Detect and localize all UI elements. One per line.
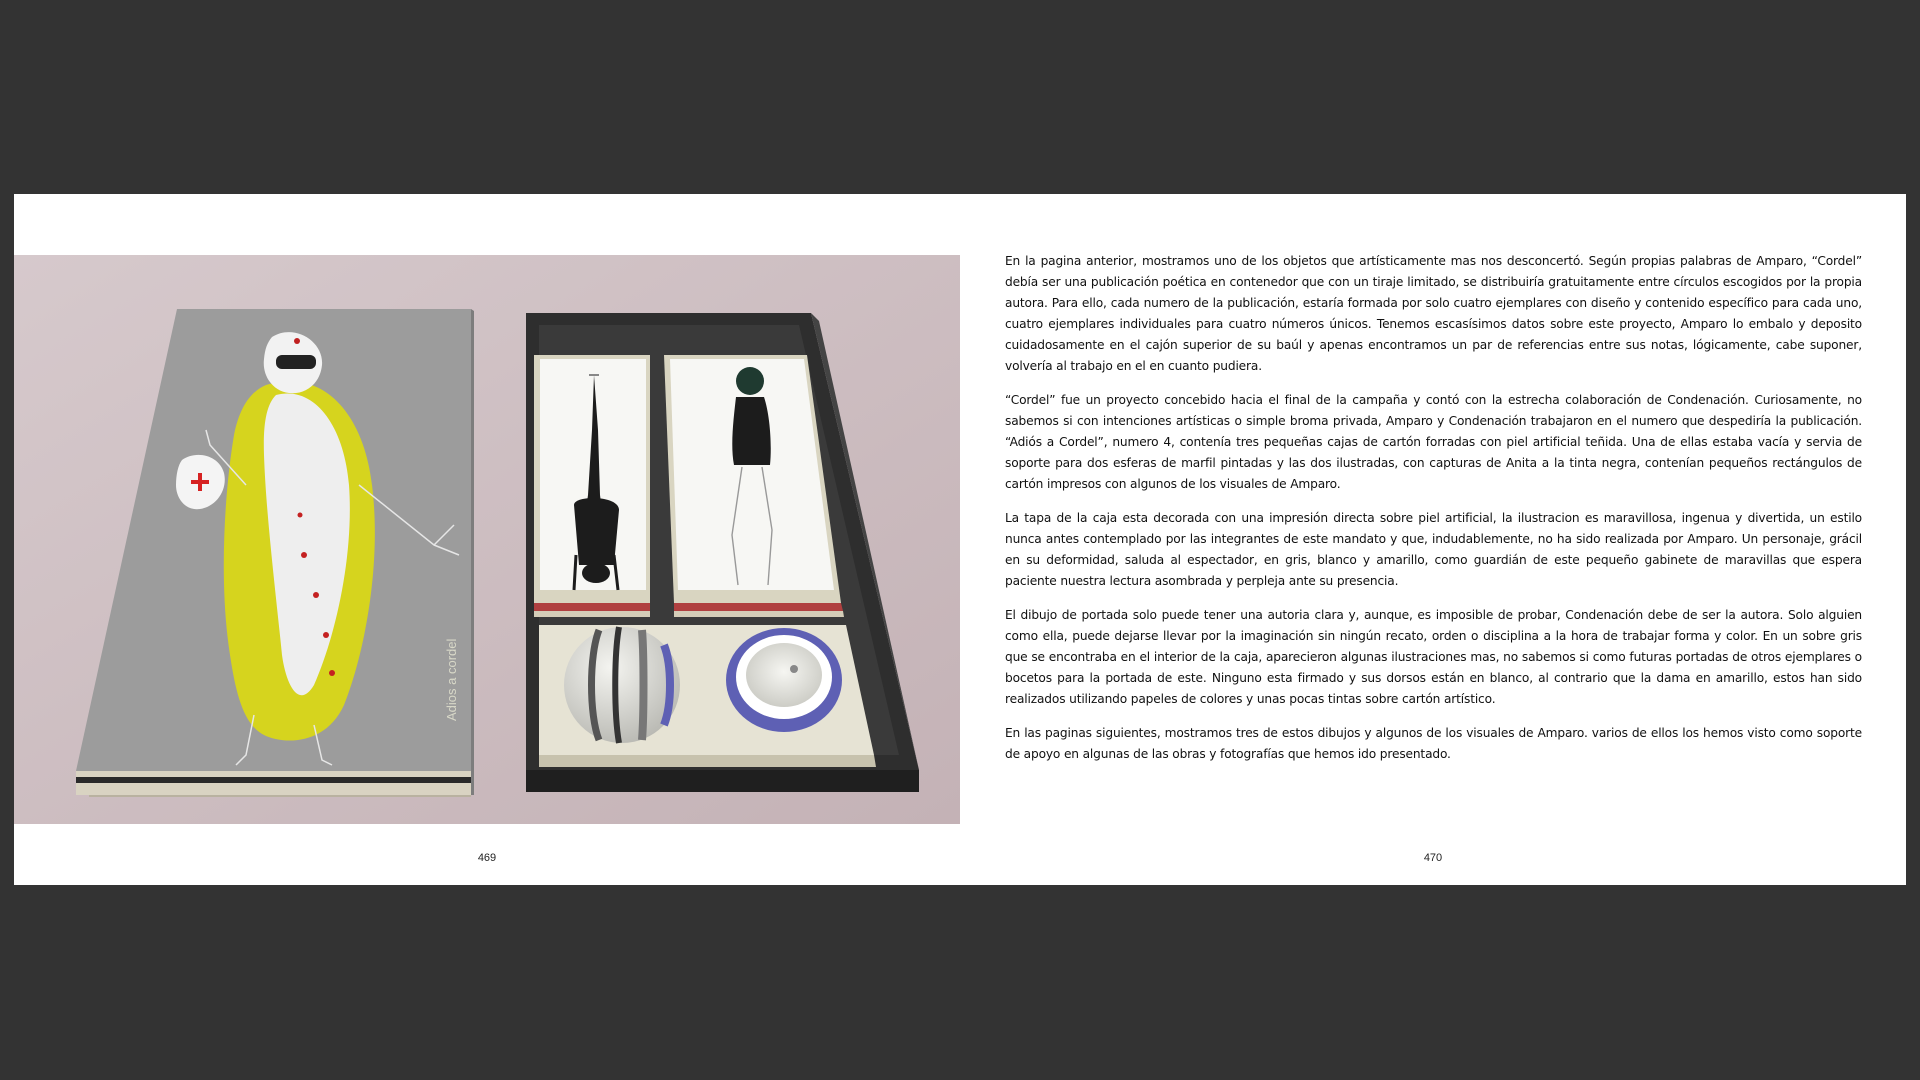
striped-sphere xyxy=(564,627,680,743)
paragraph: En las paginas siguientes, mostramos tres de estos dibujos y algunos de los visuales de Amparo. varios de ellos los hemos visto como soporte de apoyo en algunas de las obras y fotografías que hemos ido presentado. xyxy=(1005,726,1862,761)
left-page xyxy=(14,194,960,885)
paragraph: La tapa de la caja esta decorada con una impresión directa sobre piel artificial, la ilustracion es maravillosa, ingenua y divertida, un estilo nunca antes contemplado por las integrantes de este mandato y que, indudablemente, no ha sido realizada por Amparo. Un personaje, grácil en su deformidad, saluda al espectador, en gris, blanco y amarillo, como guardián de este pequeño gabinete de maravillas que espera paciente nuestra lectura asombrada y perpleja ante su presencia. xyxy=(1005,511,1862,588)
inner-box-handstand xyxy=(534,355,650,617)
paragraph: “Cordel” fue un proyecto concebido hacia el final de la campaña y contó con la estrecha colaboración de Condenación. Curiosamente, no sabemos si con intenciones artísticas o simple broma privada, Amparo y Condenación trabajaron en el numero que despediría la publicación. “Adiós a Cordel”, numero 4, contenía tres pequeñas cajas de cartón forradas con piel artificial teñida. Una de ellas estaba vacía y servia de soporte para dos esferas de marfil pintadas y las dos ilustradas, con capturas de Anita a la tinta negra, contenían pequeños rectángulos de cartón impresos con algunos de los visuales de Amparo. xyxy=(1005,393,1862,491)
book-spread xyxy=(14,194,1906,885)
page-number-right: 470 xyxy=(1423,852,1443,864)
ball-tray xyxy=(539,625,876,767)
article-text xyxy=(1005,251,1862,778)
ring-sphere xyxy=(726,628,842,732)
paragraph: En la pagina anterior, mostramos uno de los objetos que artísticamente mas nos desconcertó. Según propias palabras de Amparo, “Cordel” debía ser una publicación poética en contenedor que con un tiraje limitado, se distribuiría gratuitamente entre círculos escogidos por la propia autora. Para ello, cada numero de la publicación, estaría formada por solo cuatro ejemplares con diseño y contenido específico para cada uno, cuatro ejemplares individuales para cuatro números únicos. Tenemos escasísimos datos sobre este proyecto, Amparo lo embalo y deposito cuidadosamente en el cajón superior de su baúl y apenas encontramos un par de referencias entre sus notas, lógicamente, cabe suponer, volvería al trabajo en el en cuanto pudiera. xyxy=(1005,254,1862,373)
paragraph: El dibujo de portada solo puede tener una autoria clara y, aunque, es imposible de probar, Condenación debe de ser la autora. Solo alguien como ella, puede dejarse llevar por la imaginación sin ningún recato, orden o disciplina a la hora de trabajar forma y color. En un sobre gris que se encontraba en el interior de la caja, aparecieron algunas ilustraciones mas, no sabemos si como futuras portadas de otros ejemplares o bocetos para la portada de este. Ninguno esta firmado y sus dorsos están en blanco, al contrario que la dama en amarillo, estos han sido realizados utilizando papeles de colores y unas pocas tintas sobre cartón artístico. xyxy=(1005,608,1862,706)
right-page xyxy=(960,194,1906,885)
box-photograph xyxy=(14,255,960,824)
lid-inscription: Adios a cordel xyxy=(444,638,459,721)
page-number-left: 469 xyxy=(477,852,497,864)
